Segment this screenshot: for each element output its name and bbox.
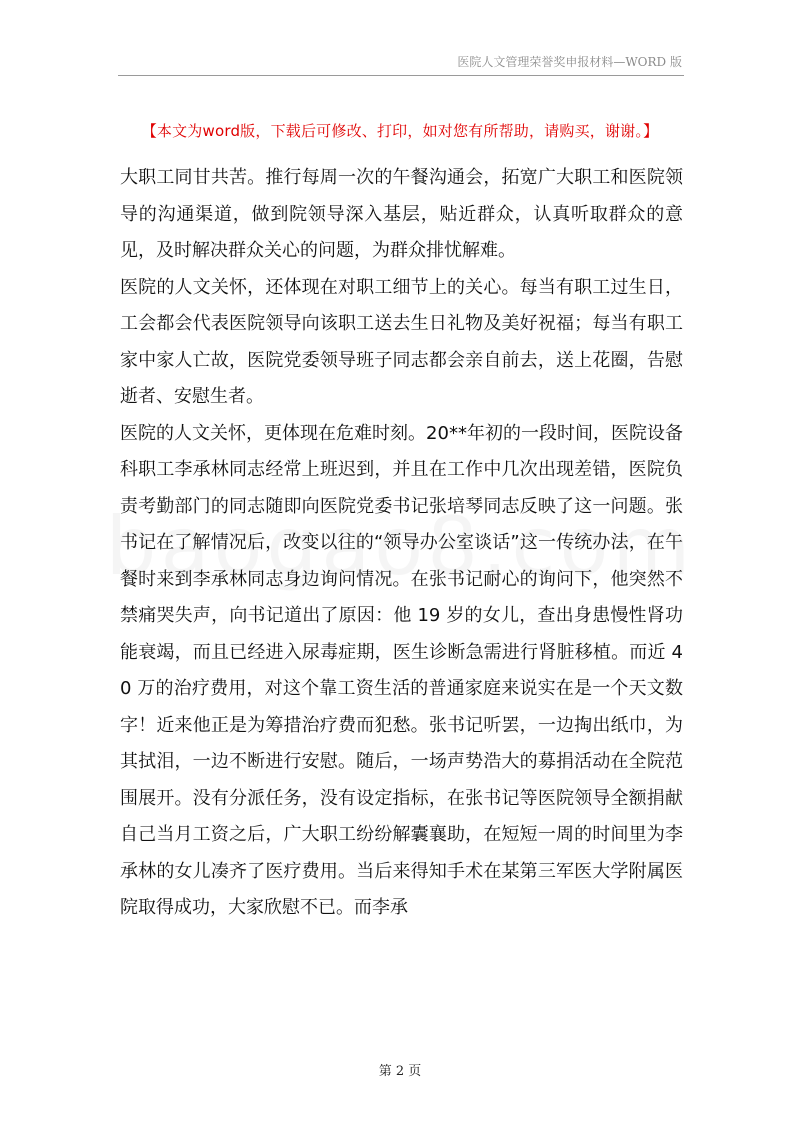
paragraph: 大职工同甘共苦。推行每周一次的午餐沟通会，拓宽广大职工和医院领导的沟通渠道，做到院领导深入基层，贴近群众，认真听取群众的意见，及时解决群众关心的问题，为群众排忧解难。 bbox=[120, 167, 683, 261]
header-divider bbox=[118, 75, 684, 76]
document-body bbox=[120, 160, 683, 927]
paragraph: 医院的人文关怀，更体现在危难时刻。20**年初的一段时间，医院设备科职工李承林同志经常上班迟到，并且在工作中几次出现差错，医院负责考勤部门的同志随即向医院党委书记张培琴同志反映了这一问题。张书记在了解情况后，改变以往的“领导办公室谈话”这一传统办法，在午餐时来到李承林同志身边询问情况。在张书记耐心的询问下，他突然不禁痛哭失声，向书记道出了原因：他 19 岁的女儿，查出身患慢性肾功能衰竭，而且已经进入尿毒症期，医生诊断急需进行肾脏移植。而近 40 万的治疗费用，对这个靠工资生活的普通家庭来说实在是一个天文数字！近来他正是为筹措治疗费而犯愁。张书记听罢，一边掏出纸巾，为其拭泪，一边不断进行安慰。随后，一场声势浩大的募捐活动在全院范围展开。没有分派任务，没有设定指标，在张书记等医院领导全额捐献自己当月工资之后，广大职工纷纷解囊襄助，在短短一周的时间里为李承林的女儿凑齐了医疗费用。当后来得知手术在某第三军医大学附属医院取得成功，大家欣慰不已。而李承 bbox=[120, 422, 683, 918]
paragraph: 医院的人文关怀，还体现在对职工细节上的关心。每当有职工过生日，工会都会代表医院领导向该职工送去生日礼物及美好祝福；每当有职工家中家人亡故，医院党委领导班子同志都会亲自前去，送上花圈，告慰逝者、安慰生者。 bbox=[120, 276, 683, 407]
purchase-notice: 【本文为word版，下载后可修改、打印，如对您有所帮助，请购买，谢谢。】 bbox=[141, 122, 659, 140]
page-number: 第 2 页 bbox=[378, 1064, 422, 1079]
page-header-title: 医院人文管理荣誉奖申报材料—WORD 版 bbox=[457, 55, 682, 69]
